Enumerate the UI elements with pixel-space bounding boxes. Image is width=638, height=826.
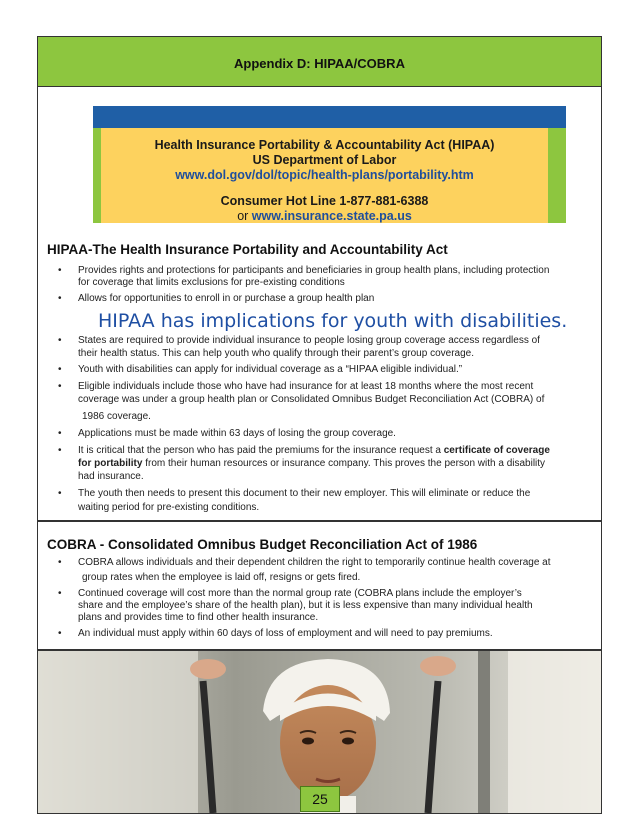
cobra-section-title: COBRA - Consolidated Omnibus Budget Reconciliation Act of 1986 <box>47 537 478 552</box>
page-number: 25 <box>300 786 340 812</box>
infobox-insurance-link[interactable]: www.insurance.state.pa.us <box>251 209 412 223</box>
infobox-or: or <box>237 209 249 223</box>
infobox-dol-link[interactable]: www.dol.gov/dol/topic/health-plans/portability.htm <box>175 168 474 182</box>
certificate-term: certificate of coverage <box>443 445 550 456</box>
infobox-right-accent <box>548 128 566 223</box>
hipaa-section-title: HIPAA-The Health Insurance Portability and Accountability Act <box>47 242 448 257</box>
header-bar <box>38 37 601 87</box>
highlight-statement: HIPAA has implications for youth with disabilities. <box>98 310 568 332</box>
infobox-left-accent <box>93 128 101 223</box>
infobox-hotline: Consumer Hot Line 1-877-881-6388 <box>220 194 429 208</box>
page-title: Appendix D: HIPAA/COBRA <box>234 56 405 71</box>
infobox-agency: US Department of Labor <box>252 153 397 167</box>
infobox-act-name: Health Insurance Portability & Accountability Act (HIPAA) <box>154 138 495 152</box>
section-divider <box>38 520 601 522</box>
infobox-insurance-line <box>101 209 548 224</box>
portability-term: for portability <box>78 458 143 469</box>
infobox-top-bar <box>93 106 566 128</box>
